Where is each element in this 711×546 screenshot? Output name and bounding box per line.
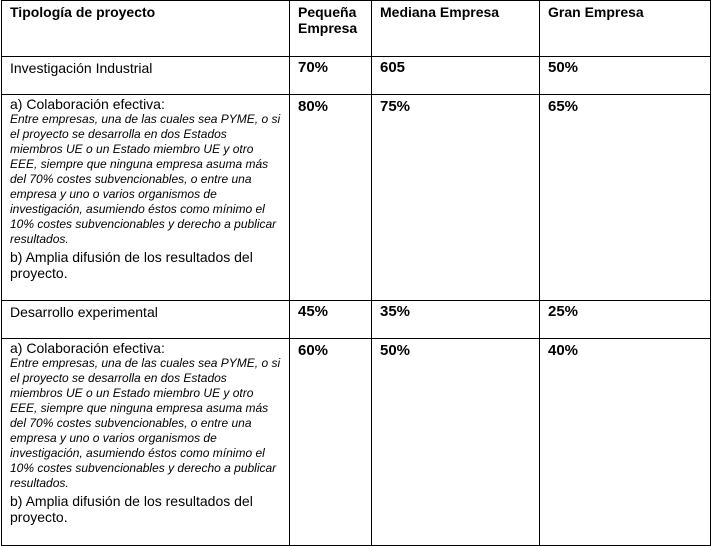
value-medium: 35%: [372, 301, 540, 339]
condition-a-detail: Entre empresas, una de las cuales sea PYME, o si el proyecto se desarrolla en dos Estados miembros UE o un Estado miembro UE y otro EEE, siempre que ninguna empresa asuma más del 70% costes subvencionables, o entre una empresa y uno o varios organismos de investigación, asumiendo éstos como mínimo el 10% costes subvencionables y derecho a publicar resultados.: [10, 112, 281, 246]
row-description: [2, 339, 290, 546]
value-small: 80%: [290, 95, 372, 301]
value-medium: 605: [372, 57, 540, 95]
table-row-industrial-research: [2, 57, 711, 95]
condition-b-label: b) Amplia difusión de los resultados del proyecto.: [10, 493, 253, 525]
table-row-experimental-development: [2, 301, 711, 339]
row-label: Desarrollo experimental: [2, 301, 290, 339]
value-large: 25%: [540, 301, 711, 339]
row-description: [2, 95, 290, 301]
header-small-line1: Pequeña: [298, 4, 357, 20]
condition-a-detail: Entre empresas, una de las cuales sea PYME, o si el proyecto se desarrolla en dos Estados miembros UE o un Estado miembro UE y otro EEE, siempre que ninguna empresa asuma más del 70% costes subvencionables, o entre una empresa y uno o varios organismos de investigación, asumiendo éstos como mínimo el 10% costes subvencionables y derecho a publicar resultados.: [10, 356, 281, 490]
value-small: 60%: [290, 339, 372, 546]
value-medium: 50%: [372, 339, 540, 546]
condition-a-label: a) Colaboración efectiva:: [10, 340, 165, 356]
condition-b-label: b) Amplia difusión de los resultados del proyecto.: [10, 249, 253, 281]
table-row-industrial-collaboration: [2, 95, 711, 301]
value-small: 45%: [290, 301, 372, 339]
header-small-line2: Empresa: [298, 20, 358, 36]
table-row-experimental-collaboration: [2, 339, 711, 546]
condition-a-label: a) Colaboración efectiva:: [10, 96, 165, 112]
row-label: Investigación Industrial: [2, 57, 290, 95]
value-large: 65%: [540, 95, 711, 301]
subsidy-rates-table: [1, 0, 711, 546]
table-header-row: [2, 1, 711, 57]
value-medium: 75%: [372, 95, 540, 301]
header-medium-company: Mediana Empresa: [372, 1, 540, 57]
header-small-company: [290, 1, 372, 57]
value-large: 40%: [540, 339, 711, 546]
value-small: 70%: [290, 57, 372, 95]
value-large: 50%: [540, 57, 711, 95]
header-project-type: Tipología de proyecto: [2, 1, 290, 57]
header-large-company: Gran Empresa: [540, 1, 711, 57]
